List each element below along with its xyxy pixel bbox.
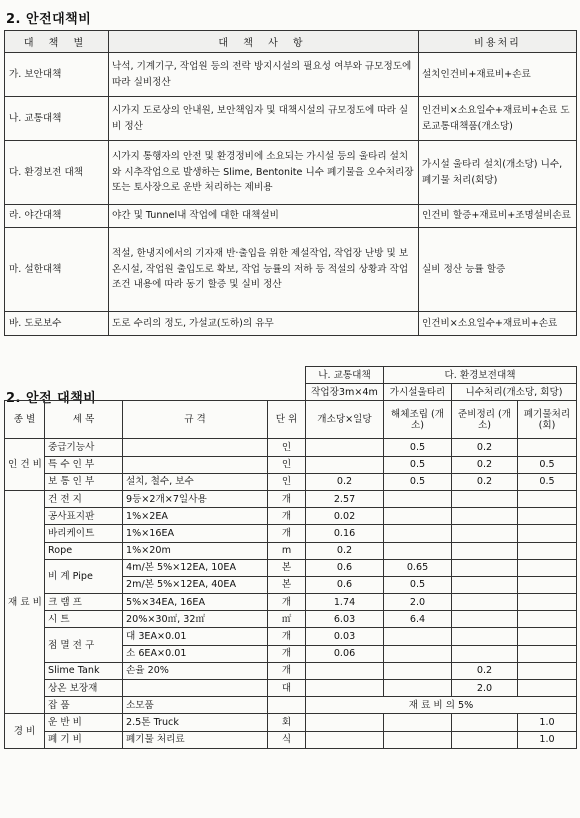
header-env: 다. 환경보전대책 (384, 367, 577, 384)
row-item: Rope (45, 542, 123, 559)
row-value (452, 594, 518, 611)
table-row (5, 662, 577, 679)
row-value: 0.6 (306, 576, 384, 593)
table-row (5, 490, 577, 507)
row-spec: 1%×2EA (123, 508, 268, 525)
row-value (306, 439, 384, 456)
row-value: 1.0 (518, 714, 577, 731)
row-value (384, 490, 452, 507)
row-item: 운 반 비 (45, 714, 123, 731)
section2-title: 2. 안전 대책비 (6, 391, 97, 406)
row-unit: 개 (268, 628, 306, 645)
row-item: 건 전 지 (45, 490, 123, 507)
row-value (518, 594, 577, 611)
row-spec: 대 3EA×0.01 (123, 628, 268, 645)
row-spec: 20%×30㎡, 32㎡ (123, 611, 268, 628)
row-value (306, 714, 384, 731)
header-cost: 비용처리 (419, 31, 577, 53)
row-value: 0.6 (306, 559, 384, 576)
row-spec: 4m/본 5%×12EA, 10EA (123, 559, 268, 576)
row-spec: 설치, 철수, 보수 (123, 473, 268, 490)
row-value (384, 662, 452, 679)
header-kind: 종 별 (5, 401, 45, 439)
row-category: 다. 환경보전 대책 (5, 141, 109, 205)
row-note: 재 료 비 의 5% (306, 697, 577, 714)
row-cost: 설치인건비+재료비+손료 (419, 53, 577, 97)
row-item: 바리케이트 (45, 525, 123, 542)
row-value (384, 731, 452, 748)
row-value (384, 542, 452, 559)
row-value: 2.0 (452, 680, 518, 697)
row-item: 보 통 인 부 (45, 473, 123, 490)
row-unit: 개 (268, 662, 306, 679)
row-unit: 개 (268, 508, 306, 525)
row-cost: 가시설 울타리 설치(개소당) 니수, 폐기물 처리(회당) (419, 141, 577, 205)
row-value: 0.06 (306, 645, 384, 662)
row-value: 2.57 (306, 490, 384, 507)
table-row (5, 697, 577, 714)
row-spec: 9등×2개×7일사용 (123, 490, 268, 507)
row-unit: 인 (268, 473, 306, 490)
row-item: 폐 기 비 (45, 731, 123, 748)
row-value (384, 508, 452, 525)
row-spec: 소 6EA×0.01 (123, 645, 268, 662)
safety-cost-table (4, 366, 577, 749)
row-spec: 손율 20% (123, 662, 268, 679)
row-spec: 5%×34EA, 16EA (123, 594, 268, 611)
row-value: 0.16 (306, 525, 384, 542)
row-value: 2.0 (384, 594, 452, 611)
row-value (452, 714, 518, 731)
row-value: 1.0 (518, 731, 577, 748)
table-row (5, 731, 577, 748)
row-unit: 회 (268, 714, 306, 731)
table-row (5, 141, 577, 205)
row-value: 0.03 (306, 628, 384, 645)
header-spec: 규 격 (123, 401, 268, 439)
row-cost: 실비 정산 능률 할증 (419, 228, 577, 312)
row-spec: 2.5톤 Truck (123, 714, 268, 731)
row-item: 잡 품 (45, 697, 123, 714)
header-item: 세 목 (45, 401, 123, 439)
table-row (5, 473, 577, 490)
row-spec (123, 680, 268, 697)
row-unit: ㎡ (268, 611, 306, 628)
row-description: 도로 수리의 정도, 가설교(도하)의 유무 (109, 312, 419, 336)
header-prep: 준비정리 (개소) (452, 401, 518, 439)
row-category: 가. 보안대책 (5, 53, 109, 97)
row-value (306, 662, 384, 679)
header-unit: 단 위 (268, 401, 306, 439)
row-item: 특 수 인 부 (45, 456, 123, 473)
row-value: 0.5 (384, 439, 452, 456)
row-item: 중급기능사 (45, 439, 123, 456)
header-measures: 대 책 사 항 (109, 31, 419, 53)
row-value: 0.2 (452, 473, 518, 490)
table-row (5, 611, 577, 628)
table-row (5, 228, 577, 312)
table-row (5, 594, 577, 611)
row-value (518, 525, 577, 542)
section1-title: 2. 안전대책비 (6, 12, 92, 27)
header-category: 대 책 별 (5, 31, 109, 53)
row-spec: 폐기물 처리료 (123, 731, 268, 748)
row-category: 나. 교통대책 (5, 97, 109, 141)
row-item: 점 멸 전 구 (45, 628, 123, 662)
row-value (306, 680, 384, 697)
row-description: 적설, 한냉지에서의 기자재 반·출입을 위한 제설작업, 작업장 난방 및 보온시설, 작업원 출입도로 확보, 작업 능률의 저하 등 적설의 상황과 작업조건 내용에 따라 동기 할증 및 실비 정산 (109, 228, 419, 312)
row-item: 공사표지판 (45, 508, 123, 525)
row-category: 마. 설한대책 (5, 228, 109, 312)
row-value (452, 542, 518, 559)
row-unit: 인 (268, 439, 306, 456)
row-unit: 식 (268, 731, 306, 748)
row-value: 0.5 (518, 473, 577, 490)
row-value: 0.2 (306, 542, 384, 559)
row-value (518, 490, 577, 507)
row-spec: 소모품 (123, 697, 268, 714)
row-unit: 대 (268, 680, 306, 697)
row-cost: 인건비×소요일수+재료비+손료 도로교통대책품(개소당) (419, 97, 577, 141)
table-row (5, 439, 577, 456)
group-expense: 경 비 (5, 714, 45, 748)
row-value: 0.65 (384, 559, 452, 576)
header-waste: 폐기물처리 (회) (518, 401, 577, 439)
row-value (306, 731, 384, 748)
row-value (518, 662, 577, 679)
row-description: 시가지 통행자의 안전 및 환경정비에 소요되는 가시설 등의 울타리 설치와 시추작업으로 발생하는 Slime, Bentonite 니수 폐기물을 오수처리장 또는 토사장으로 운반 처리하는 제비용 (109, 141, 419, 205)
header-mud: 니수처리(개소당, 회당) (452, 384, 577, 401)
row-unit: 개 (268, 594, 306, 611)
row-value (518, 508, 577, 525)
row-value: 0.02 (306, 508, 384, 525)
row-value: 0.5 (384, 576, 452, 593)
header-work: 작업장3m×4m (306, 384, 384, 401)
row-value: 1.74 (306, 594, 384, 611)
row-value (384, 680, 452, 697)
row-value (452, 731, 518, 748)
row-cost: 인건비×소요일수+재료비+손료 (419, 312, 577, 336)
table-row (5, 205, 577, 228)
row-value (518, 611, 577, 628)
row-spec: 1%×16EA (123, 525, 268, 542)
row-unit: 개 (268, 645, 306, 662)
row-spec (123, 456, 268, 473)
row-value: 0.2 (452, 439, 518, 456)
table-row (5, 542, 577, 559)
row-spec (123, 439, 268, 456)
row-spec: 2m/본 5%×12EA, 40EA (123, 576, 268, 593)
safety-measures-table (4, 30, 577, 336)
table-row (5, 312, 577, 336)
row-value (452, 611, 518, 628)
header-traffic: 나. 교통대책 (306, 367, 384, 384)
row-value (518, 439, 577, 456)
row-unit: 개 (268, 490, 306, 507)
row-item: 시 트 (45, 611, 123, 628)
row-description: 야간 및 Tunnel내 작업에 대한 대책설비 (109, 205, 419, 228)
table-row (5, 53, 577, 97)
row-value (518, 680, 577, 697)
row-unit (268, 697, 306, 714)
row-cost: 인건비 할증+재료비+조명설비손료 (419, 205, 577, 228)
row-value (452, 490, 518, 507)
row-item: Slime Tank (45, 662, 123, 679)
row-value: 0.2 (306, 473, 384, 490)
row-value (306, 456, 384, 473)
group-material: 재 료 비 (5, 490, 45, 713)
row-item: 상온 보장재 (45, 680, 123, 697)
row-item: 크 램 프 (45, 594, 123, 611)
table-row (5, 714, 577, 731)
row-value: 6.03 (306, 611, 384, 628)
table-row (5, 525, 577, 542)
header-fence: 가시설울타리 (384, 384, 452, 401)
row-value: 0.2 (452, 456, 518, 473)
row-value (384, 525, 452, 542)
row-value: 0.5 (518, 456, 577, 473)
row-unit: 개 (268, 525, 306, 542)
row-value (384, 714, 452, 731)
row-value: 6.4 (384, 611, 452, 628)
row-unit: 본 (268, 559, 306, 576)
row-unit: 본 (268, 576, 306, 593)
table-row (5, 680, 577, 697)
row-description: 낙석, 기계기구, 작업원 등의 전락 방지시설의 필요성 여부와 규모정도에 따라 실비정산 (109, 53, 419, 97)
row-category: 바. 도로보수 (5, 312, 109, 336)
group-labor: 인 건 비 (5, 439, 45, 491)
row-unit: m (268, 542, 306, 559)
row-spec: 1%×20m (123, 542, 268, 559)
row-unit: 인 (268, 456, 306, 473)
header-perday: 개소당×일당 (306, 401, 384, 439)
row-value: 0.5 (384, 473, 452, 490)
row-value (452, 525, 518, 542)
header-assemble: 해체조립 (개소) (384, 401, 452, 439)
table-row (5, 97, 577, 141)
row-category: 라. 야간대책 (5, 205, 109, 228)
row-value (452, 508, 518, 525)
row-value (518, 542, 577, 559)
row-value: 0.5 (384, 456, 452, 473)
row-description: 시가지 도로상의 안내원, 보안책임자 및 대책시설의 규모정도에 따라 실비 정산 (109, 97, 419, 141)
table-row (5, 628, 577, 645)
table-row (5, 508, 577, 525)
row-item: 비 계 Pipe (45, 559, 123, 593)
row-value: 0.2 (452, 662, 518, 679)
table-row (5, 456, 577, 473)
